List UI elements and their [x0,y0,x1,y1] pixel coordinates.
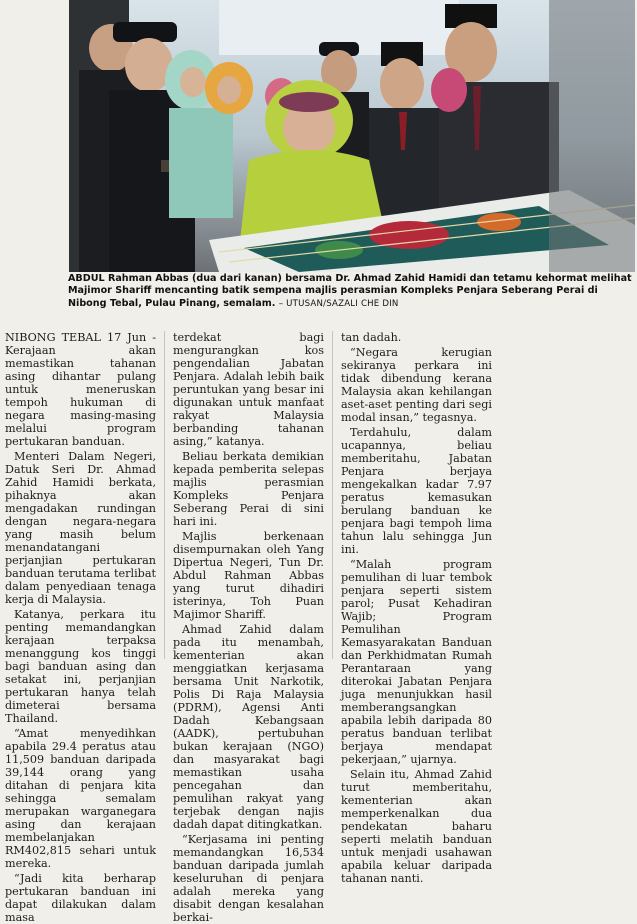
paragraph: “Malah program pemulihan di luar tembok penjara seperti sistem parol; Pusat Kehadiran Wajib; Program Pemulihan Kemasyarakatan Banduan dan Perkhidmatan Rumah Perantaraan yang diterokai Jabatan Penjara juga menunjukkan hasil memberangsangkan apabila lebih daripada 80 peratus banduan terlibat berjaya mendapat pekerjaan,” ujarnya. [341,558,492,766]
paragraph: Beliau berkata demikian kepada pemberita selepas majlis perasmian Kompleks Penjara Seberang Perai di sini hari ini. [173,450,324,528]
article-column-2 [173,331,324,924]
paragraph: Katanya, perkara itu penting memandangkan kerajaan terpaksa menanggung kos tinggi bagi banduan asing dan setakat ini, perjanjian pertukaran hanya telah dimeterai bersama Thailand. [5,608,156,725]
paragraph: “Amat menyedihkan apabila 29.4 peratus atau 11,509 banduan daripada 39,144 orang yang ditahan di penjara kita sehingga semalam merupakan warganegara asing dan kerajaan membelanjakan RM402,815 sehari untuk mereka. [5,727,156,870]
column-divider [332,331,333,659]
paragraph: Ahmad Zahid dalam pada itu menambah, kementerian akan menggiatkan kerjasama bersama Unit Narkotik, Polis Di Raja Malaysia (PDRM), Agensi Anti Dadah Kebangsaan (AADK), pertubuhan bukan kerajaan (NGO) dan masyarakat bagi memastikan usaha pencegahan dan pemulihan rakyat yang terjebak dengan najis dadah dapat ditingkatkan. [173,623,324,831]
photo-credit: – UTUSAN/SAZALI CHE DIN [278,298,399,309]
paragraph: terdekat bagi mengurangkan kos pengendalian Jabatan Penjara. Adalah lebih baik peruntukan yang besar ini digunakan untuk manfaat rakyat Malaysia berbanding tahanan asing,” katanya. [173,331,324,448]
paragraph: Terdahulu, dalam ucapannya, beliau memberitahu, Jabatan Penjara berjaya mengekalkan kadar 7.97 peratus kemasukan berulang banduan ke penjara bagi tempoh lima tahun lalu sehingga Jun ini. [341,426,492,556]
news-photo [69,0,635,272]
paragraph: Selain itu, Ahmad Zahid turut memberitahu, kementerian akan memperkenalkan dua pendekatan baharu seperti melatih banduan untuk menjadi usahawan apabila keluar daripada tahanan nanti. [341,768,492,885]
article-column-1 [5,331,156,924]
paragraph: Majlis berkenaan disempurnakan oleh Yang Dipertua Negeri, Tun Dr. Abdul Rahman Abbas yang turut dihadiri isterinya, Toh Puan Majimor Shariff. [173,530,324,621]
caption-text: ABDUL Rahman Abbas (dua dari kanan) bersama Dr. Ahmad Zahid Hamidi dan tetamu kehormat melihat Majimor Shariff mencanting batik sempena majlis perasmian Kompleks Penjara Seberang Perai di Nibong Tebal, Pulau Pinang, semalam. [68,273,632,309]
article-body [5,331,633,924]
paragraph: tan dadah. [341,331,402,344]
paragraph: “Negara kerugian sekiranya perkara ini tidak dibendung kerana Malaysia akan kehilangan aset-aset penting dari segi modal insan,” tegasnya. [341,346,492,424]
paragraph: Menteri Dalam Negeri, Datuk Seri Dr. Ahmad Zahid Hamidi berkata, pihaknya akan mengadakan rundingan dengan negara-negara yang masih belum menandatangani perjanjian pertukaran banduan terutama terlibat dalam penyediaan tenaga kerja di Malaysia. [5,450,156,606]
photo-caption [68,273,635,310]
paragraph: “Kerjasama ini penting memandangkan 16,534 banduan daripada jumlah keseluruhan di penjara adalah mereka yang disabit dengan kesalahan berkai- [173,833,324,924]
article-column-3 [341,331,492,885]
paragraph: NIBONG TEBAL 17 Jun - Kerajaan akan memastikan tahanan asing dihantar pulang untuk meneruskan tempoh hukuman di negara masing-masing melalui program pertukaran banduan. [5,331,156,448]
paragraph: “Jadi kita berharap pertukaran banduan ini dapat dilakukan dalam masa [5,872,156,924]
column-divider [164,331,165,659]
